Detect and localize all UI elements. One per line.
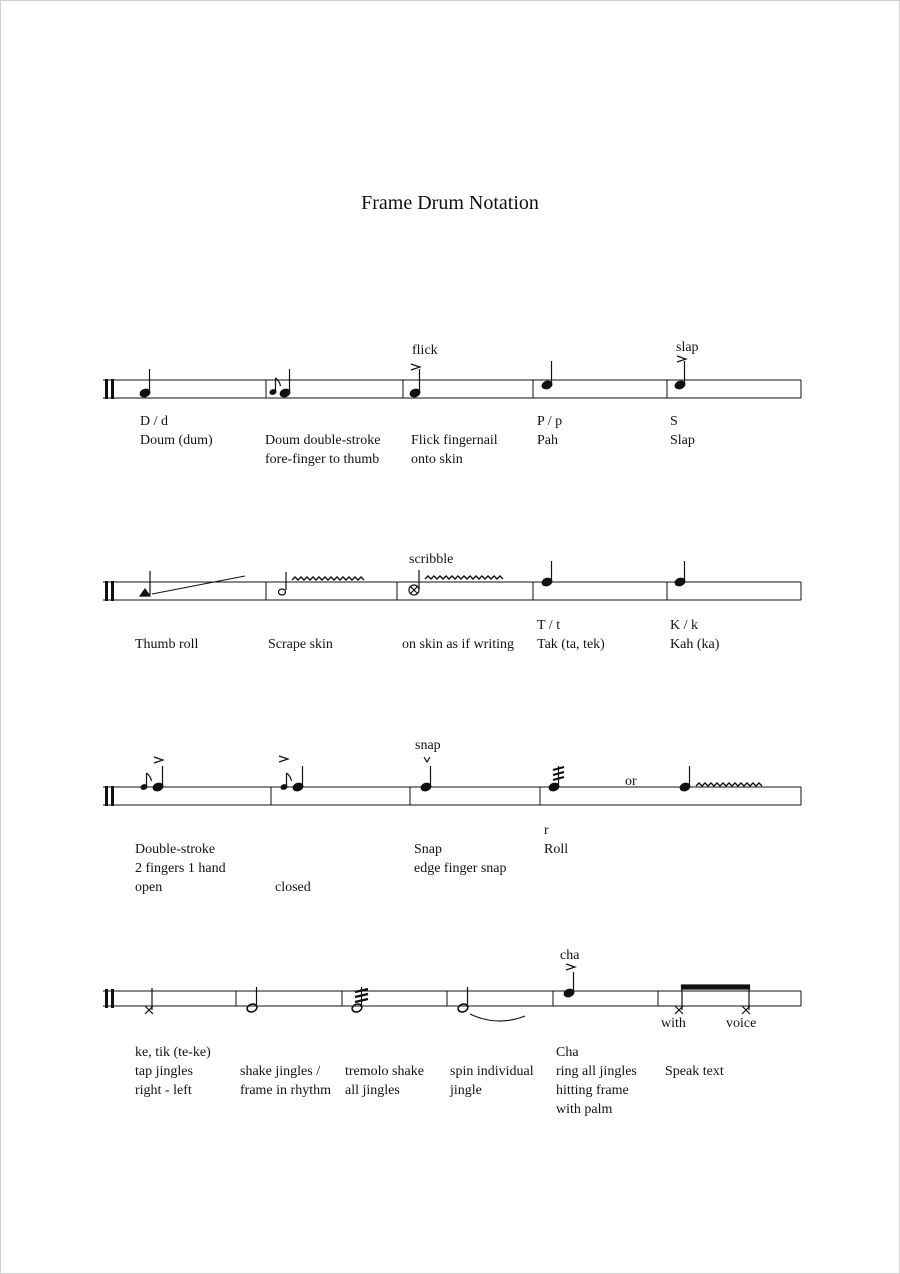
percussion-clef <box>105 379 108 399</box>
caption-tak: T / t Tak (ta, tek) <box>537 618 605 652</box>
percussion-clef <box>105 786 108 806</box>
caption-tremolo-shake: tremolo shake all jingles <box>345 1064 424 1098</box>
annotation-flick: flick <box>412 343 438 358</box>
caption-kah: K / k Kah (ka) <box>670 618 720 652</box>
score-title: Frame Drum Notation <box>361 192 539 214</box>
caption-shake-jingles: shake jingles / frame in rhythm <box>240 1064 331 1098</box>
caption-doum-double: Doum double-stroke fore-finger to thumb <box>265 433 381 467</box>
caption-thumb-roll: Thumb roll <box>135 637 199 652</box>
caption-scribble: on skin as if writing <box>402 637 514 652</box>
caption-flick: Flick fingernail onto skin <box>411 433 498 467</box>
caption-pah: P / p Pah <box>537 414 563 448</box>
lyric-with: with <box>661 1016 686 1031</box>
annotation-or: or <box>625 774 637 789</box>
annotation-scribble: scribble <box>409 552 454 567</box>
caption-roll: r Roll <box>544 823 569 857</box>
caption-spin-jingle: spin individual jingle <box>450 1064 534 1098</box>
caption-double-stroke-open: Double-stroke 2 fingers 1 hand open <box>135 842 226 895</box>
percussion-clef <box>105 989 108 1008</box>
annotation-slap: slap <box>676 340 699 355</box>
caption-cha: Cha ring all jingles hitting frame with palm <box>556 1045 637 1117</box>
percussion-clef <box>105 581 108 601</box>
lyric-voice: voice <box>726 1016 757 1031</box>
caption-scrape: Scrape skin <box>268 637 333 652</box>
caption-tik: ke, tik (te-ke) tap jingles right - left <box>135 1045 211 1098</box>
beam <box>682 985 750 989</box>
caption-doum: D / d Doum (dum) <box>140 414 213 448</box>
caption-double-stroke-closed: closed <box>275 880 311 895</box>
annotation-cha: cha <box>560 948 580 963</box>
caption-speak-text: Speak text <box>665 1064 724 1079</box>
caption-snap: Snap edge finger snap <box>414 842 507 876</box>
annotation-snap: snap <box>415 738 441 753</box>
caption-slap: S Slap <box>670 414 695 448</box>
